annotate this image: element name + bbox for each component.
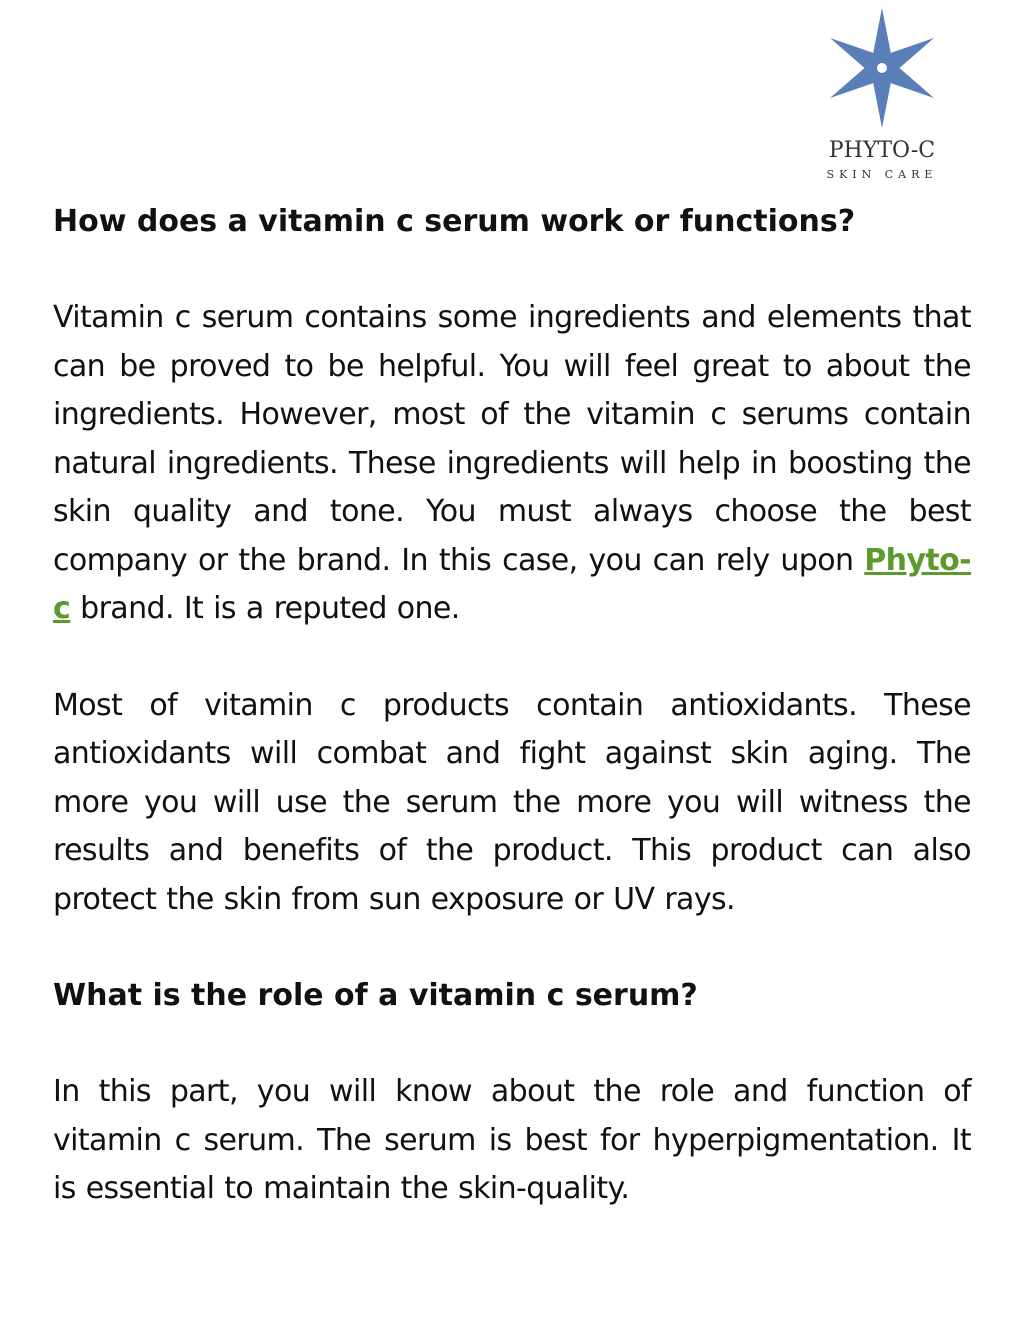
phyto-c-logo [812, 6, 952, 182]
phyto-c-link[interactable]: Phyto-c [53, 542, 971, 626]
logo-brand-name: PHYTO-C [828, 138, 936, 163]
paragraph-ingredients-text-start: Vitamin c serum contains some ingredients and elements that can be proved to be helpful. You will feel great to about the ingredients. However, most of the vitamin c serums contain natural ingredients. These ingredients will help in boosting the skin quality and tone. You must always choose the best company or the brand. In this case, you can rely upon [53, 300, 971, 578]
logo-tagline: SKIN CARE [826, 168, 938, 181]
heading-how-serum-works: How does a vitamin c serum work or functions? [53, 204, 856, 239]
paragraph-antioxidants: Most of vitamin c products contain antioxidants. These antioxidants will combat and fight against skin aging. The more you will use the serum the more you will witness the results and benefits of the product. This product can also protect the skin from sun exposure or UV rays. [53, 687, 971, 917]
star-logo-icon [822, 6, 942, 131]
paragraph-role: In this part, you will know about the role and function of vitamin c serum. The serum is best for hyperpigmentation. It is essential to maintain the skin-quality. [53, 1074, 971, 1206]
article-body [53, 198, 971, 1214]
heading-role-of-serum: What is the role of a vitamin c serum? [53, 978, 698, 1013]
paragraph-ingredients-text-end: brand. It is a reputed one. [70, 591, 460, 626]
paragraph-ingredients [53, 294, 971, 634]
